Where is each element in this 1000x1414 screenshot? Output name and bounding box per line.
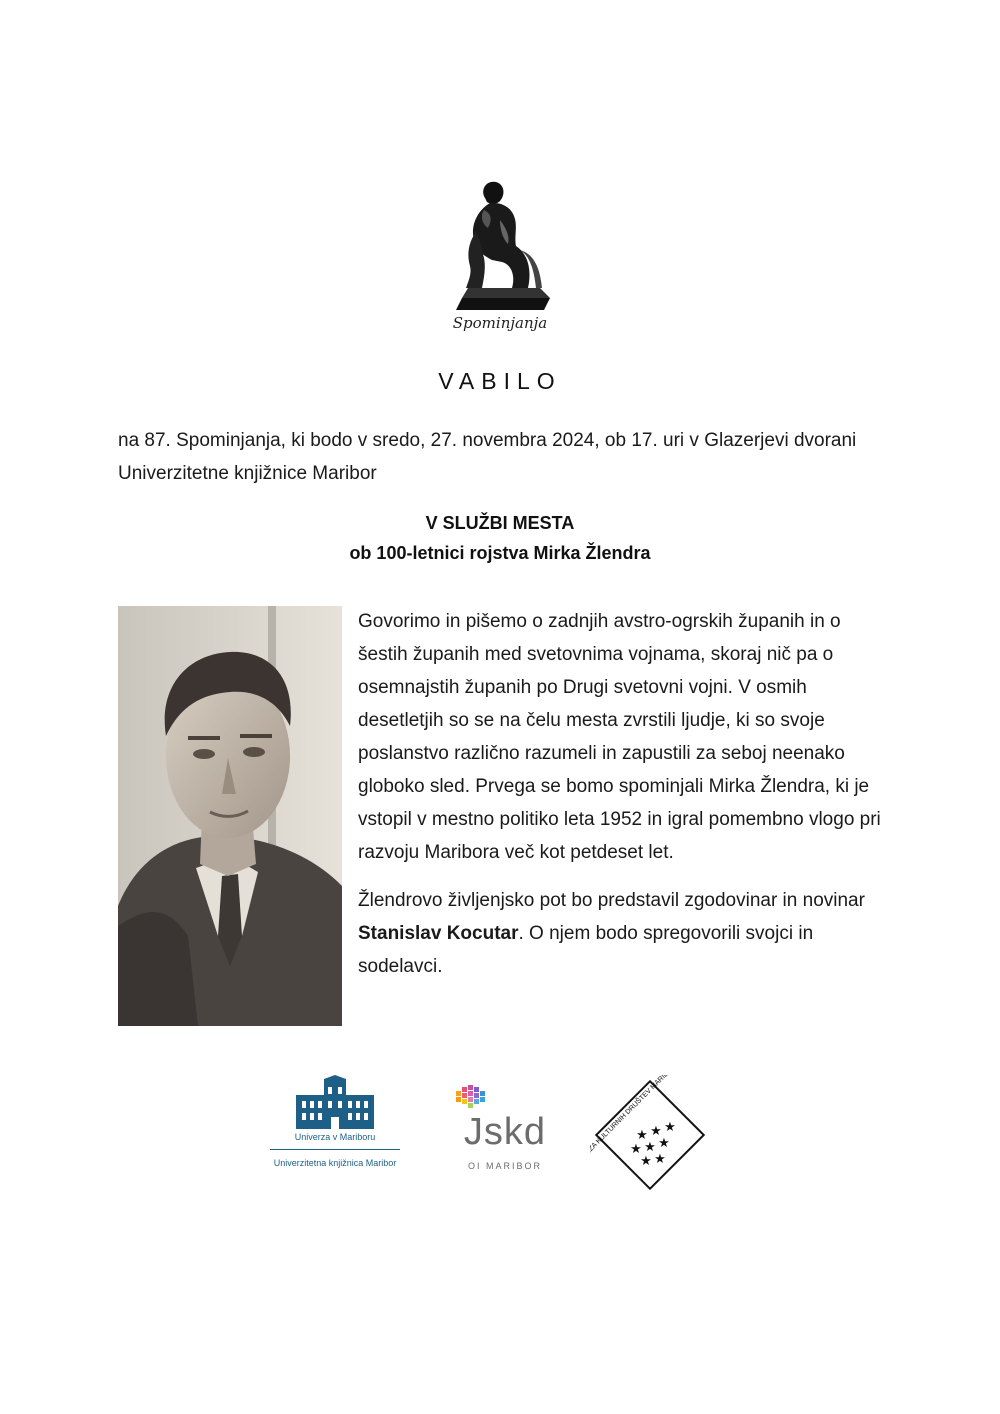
- svg-text:★: ★: [654, 1152, 666, 1167]
- um-name: Univerza v Mariboru: [294, 1132, 376, 1142]
- emblem-ring-text: ZVEZA KULTURNIH DRUŠTEV MARIBOR: [590, 1075, 678, 1163]
- svg-text:★: ★: [658, 1136, 670, 1151]
- headline-line-1: V SLUŽBI MESTA: [425, 513, 575, 533]
- body-paragraph-2: [358, 884, 883, 983]
- paragraph-2-text-after: . O njem bodo spregovorili svojci in sodelavci.: [358, 923, 814, 977]
- um-divider: [270, 1149, 400, 1150]
- intro-text: na 87. Spominjanja, ki bodo v sredo, 27. novembra 2024, ob 17. uri v Glazerjevi dvorani Univerzitetne knjižnice Maribor: [118, 430, 857, 484]
- svg-text:★: ★: [650, 1124, 662, 1139]
- um-library-name: Univerzitetna knjižnica Maribor: [273, 1158, 397, 1168]
- thinker-sculpture-icon: [440, 170, 560, 320]
- svg-text:★: ★: [640, 1154, 652, 1169]
- stars-emblem-icon: [590, 1075, 710, 1195]
- paragraph-2-text-before: Žlendrovo življenjsko pot bo predstavil zgodovinar in novinar: [358, 890, 865, 911]
- partner-logos: [260, 1065, 730, 1195]
- svg-text:★: ★: [644, 1140, 656, 1155]
- um-library-logo: [260, 1075, 410, 1185]
- svg-text:★: ★: [636, 1128, 648, 1143]
- spominjanja-logo: [440, 170, 560, 340]
- svg-text:★: ★: [664, 1120, 676, 1135]
- speaker-name: Stanislav Kocutar: [358, 923, 519, 944]
- event-headline: [0, 508, 1000, 568]
- body-paragraph-1: Govorimo in pišemo o zadnjih avstro-ogrskih županih in o šestih županih med svetovnima vojnama, skoraj nič pa o osemnajstih županih po Drugi svetovni vojni. V osmih desetletjih so se na čelu mesta zvrstili ljudje, ki so svoje poslanstvo različno razumeli in zapustili za seboj neenako globoko sled. Prvega se bomo spominjali Mirka Žlendra, ki je vstopil v mestno politiko leta 1952 in igral pomembno vlogo pri razvoju Maribora več kot petdeset let.: [358, 611, 881, 863]
- jskd-subtitle: OI MARIBOR: [467, 1161, 542, 1171]
- page-title: VABILO: [438, 368, 562, 394]
- university-building-icon: [260, 1075, 410, 1131]
- body-text: [358, 605, 883, 998]
- logo-caption: Spominjanja: [452, 314, 548, 332]
- zkd-emblem: [590, 1075, 710, 1195]
- svg-text:★: ★: [630, 1142, 642, 1157]
- jskd-wordmark: Jskd: [463, 1111, 547, 1153]
- portrait-photo: [118, 606, 342, 1026]
- jskd-logo: [450, 1085, 560, 1175]
- headline-line-2: ob 100-letnici rojstva Mirka Žlendra: [349, 543, 651, 563]
